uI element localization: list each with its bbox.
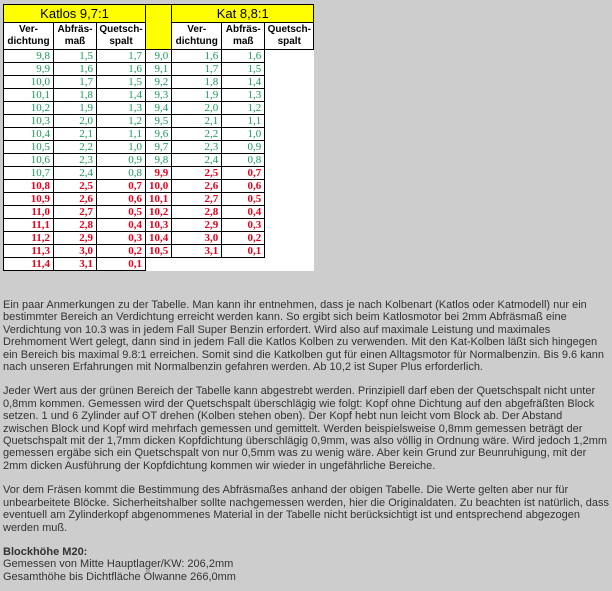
right-cell-v: 9,9 — [146, 167, 172, 180]
left-col-header-line: spalt — [109, 36, 133, 47]
table-row — [4, 89, 314, 102]
left-cell-v: 10,4 — [4, 128, 54, 141]
compression-table — [3, 4, 314, 271]
left-cell-a: 2,7 — [54, 206, 97, 219]
left-cell-a: 3,0 — [54, 245, 97, 258]
left-cell-a: 3,1 — [54, 258, 97, 271]
right-col-header-line: maß — [232, 36, 254, 47]
left-cell-v: 10,9 — [4, 193, 54, 206]
right-cell-a: 2,0 — [172, 102, 222, 115]
left-cell-a: 1,5 — [54, 50, 97, 63]
left-cell-a: 2,6 — [54, 193, 97, 206]
left-col-header-line: Abfräs- — [57, 24, 93, 35]
left-cell-a: 2,2 — [54, 141, 97, 154]
left-col-header — [4, 23, 54, 50]
right-cell-v: 10,2 — [146, 206, 172, 219]
right-cell-q: 0,8 — [222, 154, 265, 167]
right-cell-v — [146, 258, 172, 271]
block-height-heading: Blockhöhe M20: — [3, 545, 88, 558]
left-cell-a: 2,4 — [54, 167, 97, 180]
right-cell-a: 2,3 — [172, 141, 222, 154]
right-cell-a: 2,1 — [172, 115, 222, 128]
right-cell-a: 3,1 — [172, 245, 222, 258]
left-cell-q: 1,5 — [97, 76, 146, 89]
table-row — [4, 258, 314, 271]
right-col-header — [222, 23, 265, 50]
right-col-header-line: Abfräs- — [225, 24, 261, 35]
left-cell-a: 2,8 — [54, 219, 97, 232]
table-row — [4, 63, 314, 76]
left-col-header-line: maß — [64, 36, 86, 47]
right-cell-q: 0,5 — [222, 193, 265, 206]
right-cell-a: 1,6 — [172, 50, 222, 63]
right-cell-v: 10,4 — [146, 232, 172, 245]
left-cell-v: 11,3 — [4, 245, 54, 258]
left-cell-q: 0,4 — [97, 219, 146, 232]
right-cell-v: 9,1 — [146, 63, 172, 76]
table-row — [4, 115, 314, 128]
left-cell-q: 1,4 — [97, 89, 146, 102]
table-title-row — [4, 5, 314, 23]
table-row — [4, 128, 314, 141]
left-cell-a: 2,1 — [54, 128, 97, 141]
left-cell-v: 11,1 — [4, 219, 54, 232]
right-col-header-line: Ver- — [187, 24, 207, 35]
right-cell-q: 1,1 — [222, 115, 265, 128]
left-cell-q: 1,6 — [97, 63, 146, 76]
left-cell-a: 2,9 — [54, 232, 97, 245]
left-table-title: Katlos 9,7:1 — [4, 5, 146, 23]
right-cell-q: 0,2 — [222, 232, 265, 245]
block-height-line-2: Gesamthöhe bis Dichtfläche Ölwanne 266,0mm — [3, 570, 236, 583]
left-cell-a: 1,6 — [54, 63, 97, 76]
left-cell-v: 10,3 — [4, 115, 54, 128]
table-row — [4, 193, 314, 206]
left-cell-q: 0,9 — [97, 154, 146, 167]
right-cell-v: 10,1 — [146, 193, 172, 206]
left-cell-v: 11,4 — [4, 258, 54, 271]
right-cell-q: 0,6 — [222, 180, 265, 193]
left-cell-q: 0,3 — [97, 232, 146, 245]
right-col-header-line: spalt — [277, 36, 301, 47]
block-height-line-1: Gemessen von Mitte Hauptlager/KW: 206,2mm — [3, 558, 234, 571]
compression-table-wrapper — [3, 4, 314, 271]
left-cell-v: 10,1 — [4, 89, 54, 102]
paragraph-measurement: Jeder Wert aus der grünen Bereich der Tabelle kann abgestrebt werden. Prinzipiell darf eben der Quetschspalt nicht unter 0,8mm kommen. Gemessen wird der Quetschspalt überschlägig wie folgt: Kopf ohne Dichtung auf den abgefräßten Block setzen. 1 und 6 Zylinder auf OT drehen (Kolben stehen oben). Der Kopf hebt nun leicht vom Block ab. Der Abstand zwischen Block und Kopf wird mehrfach gemessen und gemittelt. Werden beispielsweise 0,8mm gemessen beträgt der Quetschspalt mit der 1,7mm dicken Kopfdichtung überschlägig 0,9mm, was also völlig in Ordnung wäre. Wird jedoch 1,2mm gemessen ergäbe sich ein Quetschspalt von nur 0,5mm was zu wenig wäre. Aber kein Grund zur Beunruhigung, mit der 2mm dicken Ausführung der Kopfdichtung kommen wir wieder in ungefährliche Bereiche. — [3, 385, 608, 472]
right-cell-q: 1,5 — [222, 63, 265, 76]
left-cell-v: 10,0 — [4, 76, 54, 89]
right-cell-a: 2,7 — [172, 193, 222, 206]
right-cell-a: 1,7 — [172, 63, 222, 76]
left-cell-q: 1,1 — [97, 128, 146, 141]
left-col-header-line: Ver- — [19, 24, 38, 35]
left-col-header-line: dichtung — [7, 36, 50, 47]
right-cell-v: 9,3 — [146, 89, 172, 102]
table-row — [4, 50, 314, 63]
right-cell-q: 0,4 — [222, 206, 265, 219]
table-row — [4, 180, 314, 193]
left-cell-v: 9,9 — [4, 63, 54, 76]
left-cell-q: 0,5 — [97, 206, 146, 219]
table-row — [4, 219, 314, 232]
right-cell-v: 10,5 — [146, 245, 172, 258]
right-cell-v: 9,4 — [146, 102, 172, 115]
left-cell-v: 11,0 — [4, 206, 54, 219]
right-cell-v: 9,6 — [146, 128, 172, 141]
table-row — [4, 167, 314, 180]
right-cell-a: 2,2 — [172, 128, 222, 141]
left-cell-q: 0,1 — [97, 258, 146, 271]
table-row — [4, 206, 314, 219]
right-cell-q: 1,4 — [222, 76, 265, 89]
left-cell-q: 0,6 — [97, 193, 146, 206]
left-cell-a: 1,9 — [54, 102, 97, 115]
right-cell-a: 2,8 — [172, 206, 222, 219]
left-cell-a: 2,0 — [54, 115, 97, 128]
table-row — [4, 76, 314, 89]
left-col-header — [54, 23, 97, 50]
right-cell-a: 1,9 — [172, 89, 222, 102]
left-cell-v: 10,5 — [4, 141, 54, 154]
right-cell-q: 0,7 — [222, 167, 265, 180]
right-cell-a: 2,4 — [172, 154, 222, 167]
left-cell-v: 10,7 — [4, 167, 54, 180]
left-cell-q: 0,2 — [97, 245, 146, 258]
right-cell-v: 9,8 — [146, 154, 172, 167]
right-cell-a: 2,9 — [172, 219, 222, 232]
right-cell-q: 1,3 — [222, 89, 265, 102]
right-cell-q: 0,3 — [222, 219, 265, 232]
right-cell-v: 9,5 — [146, 115, 172, 128]
left-cell-a: 1,7 — [54, 76, 97, 89]
table-row — [4, 141, 314, 154]
left-cell-a: 2,3 — [54, 154, 97, 167]
right-cell-a: 2,5 — [172, 167, 222, 180]
right-cell-a: 2,6 — [172, 180, 222, 193]
right-cell-q: 1,2 — [222, 102, 265, 115]
left-cell-v: 9,8 — [4, 50, 54, 63]
right-cell-v: 9,0 — [146, 50, 172, 63]
paragraph-milling: Vor dem Fräsen kommt die Bestimmung des Abfräsmaßes anhand der obigen Tabelle. Die Werte gelten aber nur für unbearbeitete Blöcke. Sicherheitshalber sollte nachgemessen werden, hier die Originaldaten. Zu beachten ist natürlich, dass eventuell am Zylinderkopf abgenommenes Material in der Tabelle nicht berücksichtigt ist und entsprechend abgezogen werden muß. — [3, 484, 609, 534]
left-cell-v: 11,2 — [4, 232, 54, 245]
article-text — [3, 299, 609, 583]
left-cell-q: 1,7 — [97, 50, 146, 63]
right-col-header — [265, 23, 314, 50]
left-cell-a: 1,8 — [54, 89, 97, 102]
right-cell-a: 3,0 — [172, 232, 222, 245]
left-cell-q: 0,8 — [97, 167, 146, 180]
table-row — [4, 154, 314, 167]
right-col-header-line: dichtung — [175, 36, 218, 47]
left-cell-a: 2,5 — [54, 180, 97, 193]
table-row — [4, 245, 314, 258]
right-cell-a — [172, 258, 222, 271]
left-cell-v: 10,6 — [4, 154, 54, 167]
paragraph-notes: Ein paar Anmerkungen zu der Tabelle. Man kann ihr entnehmen, dass je nach Kolbenart (Katlos oder Katmodell) nur ein bestimmter Bereich an Verdichtung erreicht werden kann. So ergibt sich beim Katlosmotor bei 2mm Abfräsmaß eine Verdichtung von 10.3 was in jedem Fall Super Benzin erfordert. Wird also auf maximale Leistung und maximales Drehmoment Wert gelegt, dann sind in jedem Fall die Katlos Kolben zu verwenden. Mit den Kat-Kolben läßt sich hingegen ein Bereich bis maximal 9.8:1 erreichen. Somit sind die Katkolben gut für einen Alltagsmotor für Normalbenzin. Bis 9.6 kann nach unseren Erfahrungen mit Normalbenzin gefahren werden. Ab 10,2 ist Super Plus erforderlich. — [3, 299, 605, 374]
left-cell-v: 10,8 — [4, 180, 54, 193]
table-row — [4, 232, 314, 245]
left-cell-v: 10,2 — [4, 102, 54, 115]
left-col-header — [97, 23, 146, 50]
right-col-header-line: Quetsch- — [267, 24, 311, 35]
block-height-section — [3, 546, 609, 583]
right-cell-v: 9,2 — [146, 76, 172, 89]
right-cell-q: 0,9 — [222, 141, 265, 154]
left-cell-q: 1,3 — [97, 102, 146, 115]
left-cell-q: 0,7 — [97, 180, 146, 193]
yellow-separator — [146, 5, 172, 50]
right-cell-a: 1,8 — [172, 76, 222, 89]
right-cell-q: 1,0 — [222, 128, 265, 141]
right-cell-v: 10,0 — [146, 180, 172, 193]
table-row — [4, 102, 314, 115]
right-cell-v: 10,3 — [146, 219, 172, 232]
right-cell-q: 1,6 — [222, 50, 265, 63]
left-cell-q: 1,2 — [97, 115, 146, 128]
left-cell-q: 1,0 — [97, 141, 146, 154]
right-cell-q: 0,1 — [222, 245, 265, 258]
left-col-header-line: Quetsch- — [99, 24, 143, 35]
right-table-title: Kat 8,8:1 — [172, 5, 314, 23]
right-col-header — [172, 23, 222, 50]
right-cell-q — [222, 258, 265, 271]
right-cell-v: 9,7 — [146, 141, 172, 154]
